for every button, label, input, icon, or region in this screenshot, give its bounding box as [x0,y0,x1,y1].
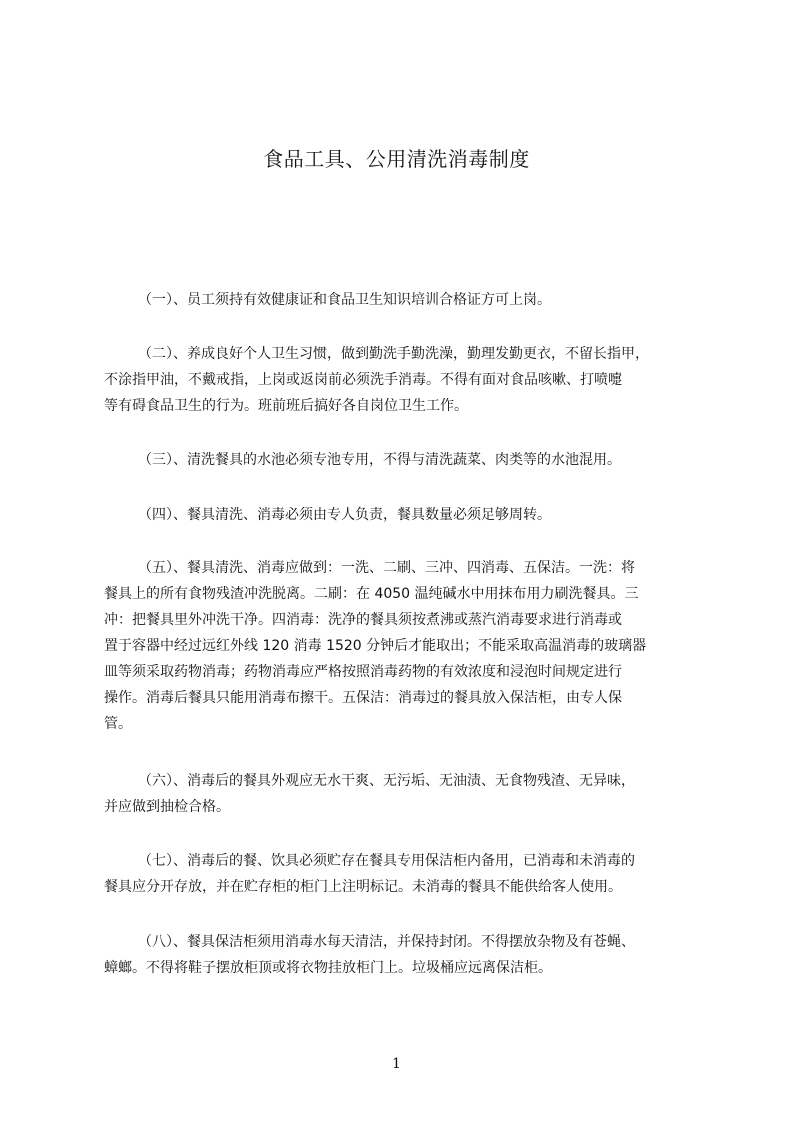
paragraph-1 [104,287,698,313]
paragraph-line: （一）、员工须持有效健康证和食品卫生知识培训合格证方可上岗。 [138,292,551,308]
paragraph-line: 餐具上的所有食物残渣冲洗脱离。二刷：在 4050 温纯碱水中用抹布用力刷洗餐具。三 [104,586,639,602]
paragraph-line: 皿等须采取药物消毒；药物消毒应严格按照消毒药物的有效浓度和浸泡时间规定进行 [104,664,622,680]
paragraph-line: （六）、消毒后的餐具外观应无水干爽、无污垢、无油渍、无食物残渣、无异味， [138,773,635,789]
paragraph-line: （二）、养成良好个人卫生习惯，做到勤洗手勤洗澡，勤理发勤更衣，不留长指甲， [138,346,649,362]
paragraph-2 [104,341,698,419]
paragraph-line: 操作。消毒后餐具只能用消毒布擦干。五保洁：消毒过的餐具放入保洁柜，由专人保 [104,690,622,706]
paragraph-line: （五）、餐具清洗、消毒应做到：一洗、二刷、三冲、四消毒、五保洁。一洗：将 [138,560,635,576]
paragraph-5 [104,555,698,737]
page-number: 1 [392,1056,401,1072]
paragraph-line: 不涂指甲油，不戴戒指，上岗或返岗前必须洗手消毒。不得有面对食品咳嗽、打喷嚏 [104,372,622,388]
paragraph-line: 蟑螂。不得将鞋子摆放柜顶或将衣物挂放柜门上。垃圾桶应远离保洁柜。 [104,960,552,976]
paragraph-line: 管。 [104,716,132,732]
paragraph-6 [104,768,698,820]
paragraph-line: 并应做到抽检合格。 [104,799,230,815]
paragraph-line: （八）、餐具保洁柜须用消毒水每天清洁，并保持封闭。不得摆放杂物及有苍蝇、 [138,934,635,950]
paragraph-4 [104,502,698,528]
paragraph-line: （四）、餐具清洗、消毒必须由专人负责，餐具数量必须足够周转。 [138,507,551,523]
document-title: 食品工具、公用清洗消毒制度 [263,147,530,171]
paragraph-line: （三）、清洗餐具的水池必须专池专用，不得与清洗蔬菜、肉类等的水池混用。 [138,452,621,468]
paragraph-line: 餐具应分开存放，并在贮存柜的柜门上注明标记。未消毒的餐具不能供给客人使用。 [104,879,622,895]
paragraph-line: 冲：把餐具里外冲洗干净。四消毒：洗净的餐具须按煮沸或蒸汽消毒要求进行消毒或 [104,612,622,628]
paragraph-line: （七）、消毒后的餐、饮具必须贮存在餐具专用保洁柜内备用，已消毒和未消毒的 [138,853,635,869]
paragraph-3 [104,447,698,473]
paragraph-7 [104,848,698,900]
paragraph-8 [104,929,698,981]
paragraph-line: 置于容器中经过远红外线 120 消毒 1520 分钟后才能取出；不能采取高温消毒的玻璃器 [104,638,647,654]
paragraph-line: 等有碍食品卫生的行为。班前班后搞好各自岗位卫生工作。 [104,398,468,414]
